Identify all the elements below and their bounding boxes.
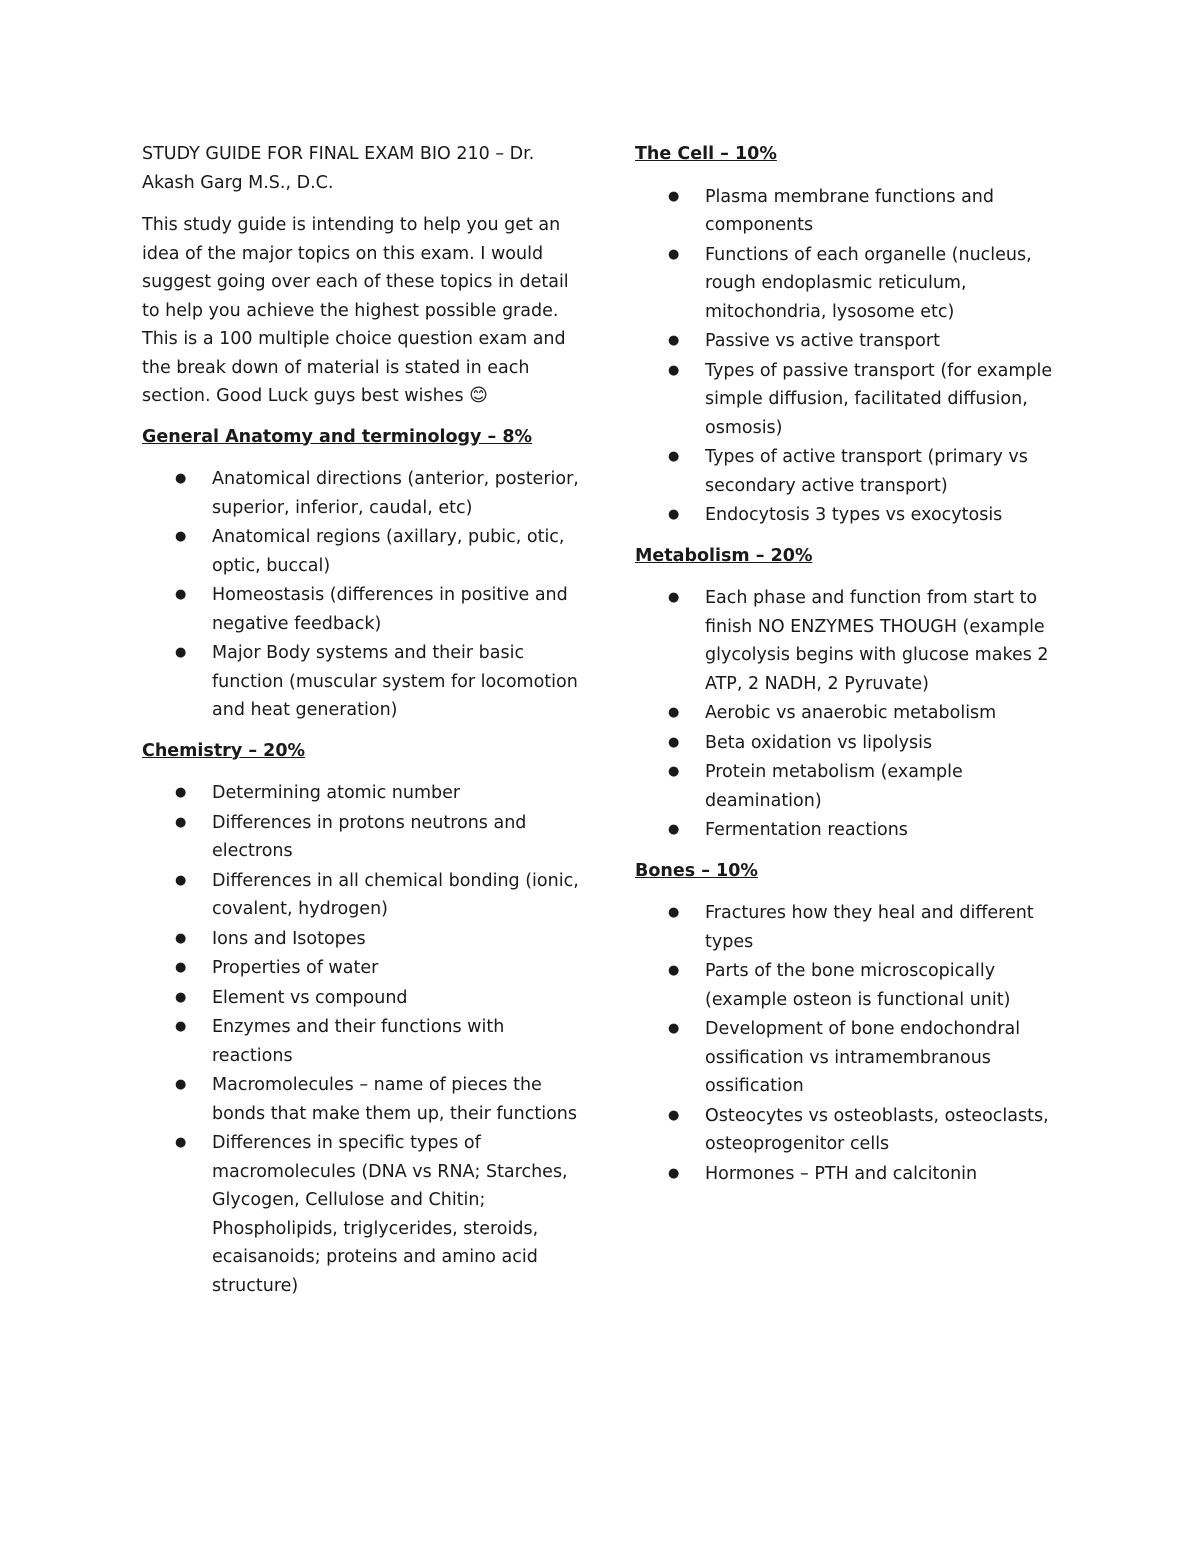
list-item xyxy=(635,241,1075,327)
list-item-text: Differences in all chemical bonding (ionic, covalent, hydrogen) xyxy=(212,870,579,919)
bullet-icon: ● xyxy=(668,362,680,378)
list-item xyxy=(635,699,1075,728)
bullet-icon: ● xyxy=(668,1165,680,1181)
list-item xyxy=(635,584,1075,698)
list-item-text: Types of active transport (primary vs secondary active transport) xyxy=(705,447,1028,496)
list-item-text: Types of passive transport (for example simple diffusion, facilitated diffusion, osmosis) xyxy=(705,360,1053,438)
intro-paragraph xyxy=(142,211,582,411)
list-item-text: Functions of each organelle (nucleus, rough endoplasmic reticulum, mitochondria, lysosome etc) xyxy=(705,244,1032,322)
list-item-text: Passive vs active transport xyxy=(705,331,940,351)
list-item xyxy=(142,984,582,1013)
list-item-text: Plasma membrane functions and components xyxy=(705,186,994,235)
list-item-text: Differences in specific types of macromolecules (DNA vs RNA; Starches, Glycogen, Cellulose and Chitin; Phospholipids, triglycerides, steroids, ecaisanoids; proteins and amino acid structure) xyxy=(212,1133,568,1296)
section-heading: Metabolism – 20% xyxy=(635,545,813,566)
list-item-text: Anatomical directions (anterior, posterior, superior, inferior, caudal, etc) xyxy=(212,469,579,518)
bullet-list xyxy=(142,779,582,1300)
list-item xyxy=(635,899,1075,956)
list-item xyxy=(142,581,582,638)
list-item-text: Fractures how they heal and different types xyxy=(705,903,1034,952)
list-item xyxy=(142,809,582,866)
list-item-text: Endocytosis 3 types vs exocytosis xyxy=(705,505,1003,525)
list-item xyxy=(142,1129,582,1300)
section-chemistry xyxy=(142,737,582,1301)
list-item-text: Osteocytes vs osteoblasts, osteoclasts, osteoprogenitor cells xyxy=(705,1105,1049,1154)
bullet-icon: ● xyxy=(668,507,680,522)
list-item xyxy=(635,957,1075,1014)
list-item-text: Anatomical regions (axillary, pubic, otic, optic, buccal) xyxy=(212,527,565,576)
bullet-icon: ● xyxy=(175,471,187,486)
list-item-text: Ions and Isotopes xyxy=(212,928,366,949)
bullet-icon: ● xyxy=(668,822,680,837)
list-item xyxy=(635,443,1075,500)
bullet-icon: ● xyxy=(668,590,680,605)
list-item xyxy=(635,327,1075,356)
bullet-icon: ● xyxy=(175,529,187,544)
bullet-icon: ● xyxy=(668,333,680,348)
list-item xyxy=(635,1102,1075,1159)
bullet-icon: ● xyxy=(175,930,187,946)
bullet-icon: ● xyxy=(175,645,187,660)
list-item xyxy=(635,729,1075,758)
list-item-text: Beta oxidation vs lipolysis xyxy=(705,732,933,753)
bullet-icon: ● xyxy=(175,1077,187,1092)
list-item xyxy=(142,465,582,522)
list-item-text: Parts of the bone microscopically (example osteon is functional unit) xyxy=(705,961,1011,1010)
list-item xyxy=(142,779,582,808)
list-item xyxy=(635,1015,1075,1101)
list-item-text: Hormones – PTH and calcitonin xyxy=(705,1163,978,1184)
section-the-cell xyxy=(635,140,1075,530)
smiley-icon: 😊 xyxy=(469,385,488,406)
bullet-icon: ● xyxy=(175,785,187,800)
bullet-list xyxy=(635,899,1075,1188)
bullet-icon: ● xyxy=(175,814,187,830)
list-item xyxy=(142,867,582,924)
bullet-icon: ● xyxy=(668,905,680,920)
list-item-text: Each phase and function from start to finish NO ENZYMES THOUGH (example glycolysis begins with glucose makes 2 ATP, 2 NADH, 2 Pyruvate) xyxy=(705,588,1049,694)
bullet-icon: ● xyxy=(668,1107,680,1123)
bullet-icon: ● xyxy=(175,587,187,602)
list-item-text: Major Body systems and their basic function (muscular system for locomotion and heat generation) xyxy=(212,643,578,720)
bullet-icon: ● xyxy=(175,989,187,1005)
bullet-icon: ● xyxy=(668,963,680,978)
bullet-icon: ● xyxy=(175,1135,187,1150)
list-item-text: Determining atomic number xyxy=(212,783,461,803)
list-item-text: Development of bone endochondral ossification vs intramembranous ossification xyxy=(705,1019,1021,1096)
section-heading: The Cell – 10% xyxy=(635,144,777,164)
list-item xyxy=(635,357,1075,443)
bullet-icon: ● xyxy=(668,246,680,262)
bullet-icon: ● xyxy=(175,1019,187,1034)
document-title: STUDY GUIDE FOR FINAL EXAM BIO 210 – Dr. Akash Garg M.S., D.C. xyxy=(142,144,535,193)
bullet-icon: ● xyxy=(668,764,680,779)
list-item-text: Protein metabolism (example deamination) xyxy=(705,762,963,811)
list-item xyxy=(142,1071,582,1128)
bullet-icon: ● xyxy=(668,1021,680,1036)
section-bones xyxy=(635,857,1075,1189)
list-item-text: Aerobic vs anaerobic metabolism xyxy=(705,703,997,723)
bullet-icon: ● xyxy=(668,188,680,204)
bullet-list xyxy=(635,584,1075,845)
list-item-text: Element vs compound xyxy=(212,987,408,1008)
bullet-icon: ● xyxy=(175,872,187,888)
list-item-text: Homeostasis (differences in positive and negative feedback) xyxy=(212,585,568,634)
list-item-text: Macromolecules – name of pieces the bonds that make them up, their functions xyxy=(212,1075,578,1124)
bullet-icon: ● xyxy=(668,705,680,720)
bullet-icon: ● xyxy=(175,960,187,975)
list-item xyxy=(142,925,582,954)
section-heading: Bones – 10% xyxy=(635,860,758,881)
bullet-icon: ● xyxy=(668,734,680,750)
bullet-list xyxy=(635,183,1075,530)
list-item xyxy=(142,1013,582,1070)
section-heading: General Anatomy and terminology – 8% xyxy=(142,426,533,447)
list-item xyxy=(635,1160,1075,1189)
section-metabolism xyxy=(635,542,1075,845)
list-item-text: Differences in protons neutrons and electrons xyxy=(212,812,527,861)
list-item xyxy=(635,183,1075,240)
list-item-text: Enzymes and their functions with reactions xyxy=(212,1017,505,1066)
list-item xyxy=(635,816,1075,845)
section-heading: Chemistry – 20% xyxy=(142,740,306,761)
bullet-list xyxy=(142,465,582,725)
list-item xyxy=(142,639,582,725)
left-column xyxy=(142,140,582,1312)
list-item xyxy=(142,954,582,983)
list-item-text: Properties of water xyxy=(212,958,379,978)
list-item-text: Fermentation reactions xyxy=(705,820,908,840)
bullet-icon: ● xyxy=(668,449,680,464)
section-general-anatomy xyxy=(142,423,582,725)
intro-text: This study guide is intending to help you get an idea of the major topics on this exam. I would suggest going over each of these topics in detail to help you achieve the highest possible grade. This is a 100 multiple choice question exam and the break down of material is stated in each section. Good Luck guys best wishes xyxy=(142,215,569,406)
list-item xyxy=(635,501,1075,530)
list-item xyxy=(142,523,582,580)
right-column xyxy=(635,140,1075,1200)
list-item xyxy=(635,758,1075,815)
